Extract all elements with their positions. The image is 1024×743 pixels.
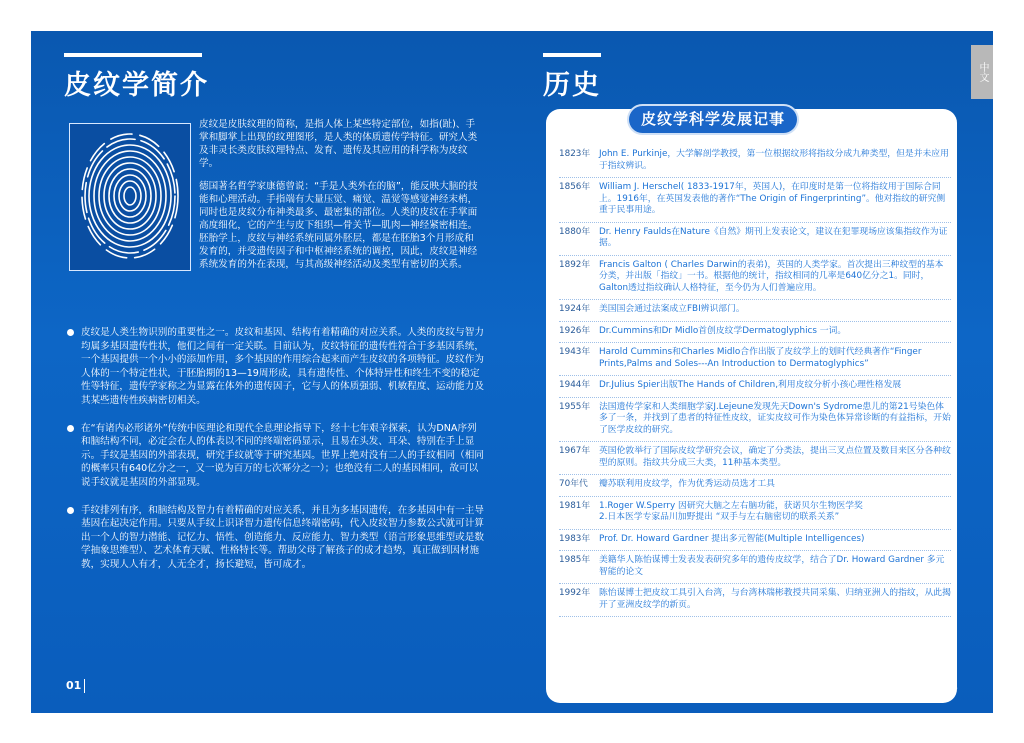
timeline-text: 1.Roger W.Sperry 因研究大脑之左右脑功能，获诺贝尔生物医学奖 2.日本医学专家品川加野提出 “双手与左右脑密切的联系关系” [599, 500, 863, 522]
timeline-year: 1924年 [559, 304, 591, 314]
timeline-text: 瓣苏联利用皮纹学，作为优秀运动员选才工具 [599, 479, 775, 489]
timeline-row [559, 145, 951, 178]
bullet-icon [67, 425, 74, 432]
timeline-text: Dr. Henry Faulds在Nature《自然》期刊上发表论文，建议在犯罪现场应该集指纹作为证据。 [599, 226, 948, 248]
bullet-text: 皮纹是人类生物识别的重要性之一。皮纹和基因、结构有着精确的对应关系。人类的皮纹与智力均属多基因遗传性状，他们之间有一定关联。目前认为，皮纹特征的遗传性符合于多基因系统，一个基因提供一个小小的添加作用，多个基因的作用综合起来而产生皮纹的各项特征。皮纹作为人体的一个特定性状，于胚胎期的13—19周形成，具有遗传性、个体特异性和终生不变的稳定性等特征，遗传学家称之为显露在体外的遗传因子，它与人的体质强弱、机敏程度、运动能力及其某些遗传性疾病密切相关。 [81, 327, 484, 406]
timeline-year: 70年代 [559, 479, 588, 489]
timeline-year: 1892年 [559, 259, 591, 270]
timeline-text: Prof. Dr. Howard Gardner 提出多元智能(Multiple Intelligences) [599, 533, 865, 544]
bullet-icon [67, 507, 74, 514]
page-number-divider [84, 679, 85, 693]
timeline-text: Dr.Julius Spier出版The Hands of Children,利用皮纹分析小孩心理性格发展 [599, 380, 902, 390]
title-rule [543, 53, 601, 57]
timeline-text: 陈怡谋博士把皮纹工具引入台湾，与台湾林瑞彬教授共同采集、归纳亚洲人的指纹，从此揭开了亚洲皮纹学的新页。 [599, 588, 951, 610]
page-number-left [66, 679, 88, 693]
timeline-year: 1856年 [559, 182, 591, 192]
bullet-item [67, 504, 485, 572]
title-rule [64, 53, 202, 57]
timeline-row [559, 223, 951, 256]
page-number-right [936, 679, 958, 693]
timeline-row [559, 178, 951, 223]
timeline-year: 1944年 [559, 380, 591, 390]
timeline-year: 1983年 [559, 533, 591, 544]
timeline-row [559, 551, 951, 584]
bullet-list [67, 326, 485, 586]
fingerprint-icon [70, 124, 190, 270]
bullet-item [67, 326, 485, 408]
timeline-card-title: 皮纹学科学发展记事 [629, 106, 797, 133]
timeline-text: 英国伦敦举行了国际皮纹学研究会议，确定了分类法，提出三叉点位置及数目来区分各种纹型的原则。指纹共分成三大类，11种基本类型。 [599, 446, 951, 468]
intro-paragraph: 皮纹是皮肤纹理的简称，是指人体上某些特定部位，如指(趾)、手掌和脚掌上出现的纹理图形，是人类的体质遗传学特征。研究人类及非灵长类皮肤纹理特点、发育、遗传及其应用的科学称为皮纹学。 [199, 119, 478, 169]
timeline-text: 法国遗传学家和人类细胞学家J.Lejeune发现先天Down's Sydrome患儿的第21号染色体多了一条，并找到了患者的特征性皮纹，证实皮纹可作为染色体异常诊断的有益指标，开始了医学皮纹的研究。 [599, 401, 951, 435]
timeline-row [559, 398, 951, 443]
timeline-year: 1981年 [559, 500, 591, 511]
timeline-year: 1823年 [559, 149, 591, 159]
timeline-text: Dr.Cummins和Dr Midlo首创皮纹学Dermatoglyphics 一词。 [599, 325, 847, 336]
timeline-year: 1880年 [559, 226, 591, 237]
page-right [512, 31, 993, 713]
timeline-row [559, 376, 951, 398]
timeline-row [559, 475, 951, 497]
timeline-row [559, 442, 951, 475]
timeline-year: 1926年 [559, 325, 591, 336]
brochure-spread [31, 31, 993, 713]
timeline-row [559, 530, 951, 552]
timeline-text: Francis Galton ( Charles Darwin的表弟)，英国的人类学家。首次提出三种纹型的基本分类，并出版「指纹」一书。根据他的统计，指纹相同的几率是640亿分之1。同时，Galton透过指纹确认人格特征，至今仍为人们普遍应用。 [599, 259, 944, 293]
page-number: 01 [66, 679, 82, 692]
bullet-icon [67, 329, 74, 336]
language-tab[interactable]: 中文 [971, 45, 993, 99]
page-number-divider [939, 679, 940, 693]
timeline-row [559, 497, 951, 530]
timeline-text: John E. Purkinje，大学解剖学教授，第一位根据纹形将指纹分成九种类型，但是并未应用于指纹辨识。 [599, 149, 949, 171]
timeline-text: 美国国会通过法案成立FBI辨识部门。 [599, 304, 745, 314]
timeline-year: 1992年 [559, 588, 591, 598]
timeline-row [559, 256, 951, 301]
timeline-text: Harold Cummins和Charles Midlo合作出版了皮纹学上的划时代经典著作“Finger Prints,Palms and Soles---An Introduction to Dermatoglyphics” [599, 347, 922, 369]
page-title: 皮纹学简介 [64, 70, 209, 101]
timeline-row [559, 322, 951, 344]
fingerprint-image [69, 123, 191, 271]
bullet-text: 在“有诸内必形诸外”传统中医理论和现代全息理论指导下，经十七年艰辛探索，认为DNA序列和脑结构不同，必定会在人的体表以不同的终端密码显示，且易在头发、耳朵、特别在手上显示。手纹是基因的外部表现，研究手纹就等于研究基因。世界上绝对没有二人的手纹相同（相同的概率只有640亿分之一，又一说为百万的七次幂分之一）；也绝没有二人的基因相同，故可以说手纹就是基因的外部显现。 [81, 422, 484, 488]
page-title: 历史 [543, 70, 601, 101]
timeline-row [559, 584, 951, 617]
intro-paragraph: 德国著名哲学家康德曾说：“手是人类外在的脑”，能反映大脑的技能和心理活动。手指端有大量压觉、痛觉、温觉等感觉神经末梢，同时也是皮纹分布神类最多、最密集的部位。人类的皮纹在手掌面高度细化，它的产生与皮下组织—骨关节—肌肉—神经紧密相连。胚胎学上，皮纹与神经系统同属外胚层，都是在胚胎3个月形成和发育的，并受遗传因子和中枢神经系统的调控，因此，皮纹是神经系统发育的外在表现，与其高级神经活动及类型有密切的关系。 [199, 181, 478, 270]
bullet-text: 手纹排列有序，和脑结构及智力有着精确的对应关系，并且为多基因遗传，在多基因中有一主导基因在起决定作用。只要从手纹上识译智力遗传信息终端密码，代入皮纹智力参数公式就可计算出一个人的智力潜能、记忆力、悟性、创造能力、反应能力、智力类型（语言形象思维型或是数学抽象思维型）、艺术体育天赋、性格特长等。帮助父母了解孩子的成才趋势，真正做到因材施教，实现人人有才，人无全才，扬长避短，皆可成才。 [81, 504, 484, 570]
timeline-list [559, 145, 951, 617]
page-left [31, 31, 512, 713]
timeline-row [559, 343, 951, 376]
timeline-text: 美籍华人陈怡谋博士发表发表研究多年的遗传皮纹学，结合了Dr. Howard Gardner 多元智能的论文 [599, 555, 945, 577]
timeline-year: 1955年 [559, 401, 591, 412]
bullet-item [67, 422, 485, 490]
intro-text [199, 118, 481, 281]
timeline-row [559, 300, 951, 322]
page-number: 02 [942, 679, 958, 692]
timeline-year: 1943年 [559, 347, 591, 357]
timeline-year: 1967年 [559, 446, 591, 456]
timeline-text: William J. Herschel( 1833-1917年，英国人)，在印度时是第一位将指纹用于国际合同上。1916年，在英国发表他的著作“The Origin of Fingerprinting”。他对指纹的研究侧重于民事用途。 [599, 182, 946, 215]
timeline-year: 1985年 [559, 555, 591, 565]
